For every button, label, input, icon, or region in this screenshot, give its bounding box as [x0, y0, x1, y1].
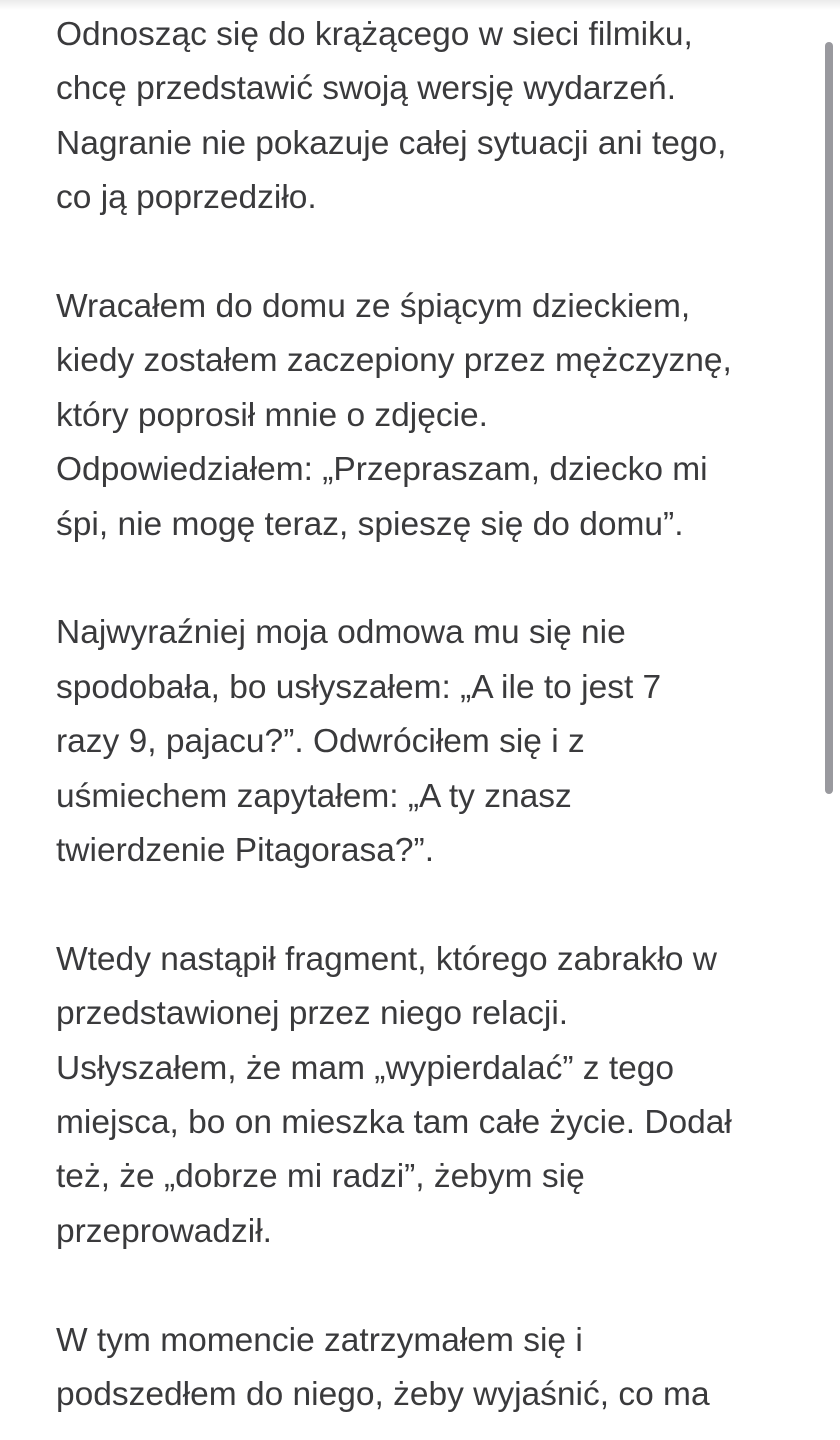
paragraph-2 — [56, 280, 796, 552]
text-line: Odnosząc się do krążącego w sieci filmiku, — [56, 16, 693, 53]
paragraph-1 — [56, 8, 796, 226]
text-line: spodobała, bo usłyszałem: „A ile to jest 7 — [56, 668, 662, 706]
text-line: Nagranie nie pokazuje całej sytuacji ani tego, — [56, 124, 727, 162]
text-line: Najwyraźniej moja odmowa mu się nie — [56, 614, 626, 652]
text-line: który poprosił mnie o zdjęcie. — [56, 396, 488, 434]
note-text-body[interactable] — [56, 8, 796, 1440]
text-line: podszedłem do niego, żeby wyjaśnić, co ma — [56, 1376, 710, 1414]
vertical-scrollbar[interactable] — [825, 42, 833, 794]
text-line: Usłyszałem, że mam „wypierdalać” z tego — [56, 1049, 675, 1087]
text-line: uśmiechem zapytałem: „A ty znasz — [56, 777, 572, 815]
paragraph-4 — [56, 933, 796, 1259]
paragraph-5 — [56, 1314, 796, 1423]
text-line: chcę przedstawić swoją wersję wydarzeń. — [56, 70, 676, 108]
text-line: co ją poprzedziło. — [56, 179, 317, 217]
text-line: Odpowiedziałem: „Przepraszam, dziecko mi — [56, 451, 708, 489]
text-line: Wtedy nastąpił fragment, którego zabrakło w — [56, 940, 718, 978]
text-line: Wracałem do domu ze śpiącym dzieckiem, — [56, 288, 691, 326]
text-line: twierdzenie Pitagorasa?”. — [56, 832, 435, 870]
text-line: przeprowadził. — [56, 1212, 272, 1250]
text-line: razy 9, pajacu?”. Odwróciłem się i z — [56, 723, 585, 761]
text-line: przedstawionej przez niego relacji. — [56, 995, 569, 1033]
text-line: miejsca, bo on mieszka tam całe życie. Dodał — [56, 1104, 732, 1142]
text-line: W tym momencie zatrzymałem się i — [56, 1321, 583, 1359]
text-line: też, że „dobrze mi radzi”, żebym się — [56, 1158, 585, 1196]
text-line: śpi, nie mogę teraz, spieszę się do domu”. — [56, 505, 684, 543]
text-line: kiedy zostałem zaczepiony przez mężczyznę, — [56, 342, 732, 380]
paragraph-3 — [56, 606, 796, 878]
